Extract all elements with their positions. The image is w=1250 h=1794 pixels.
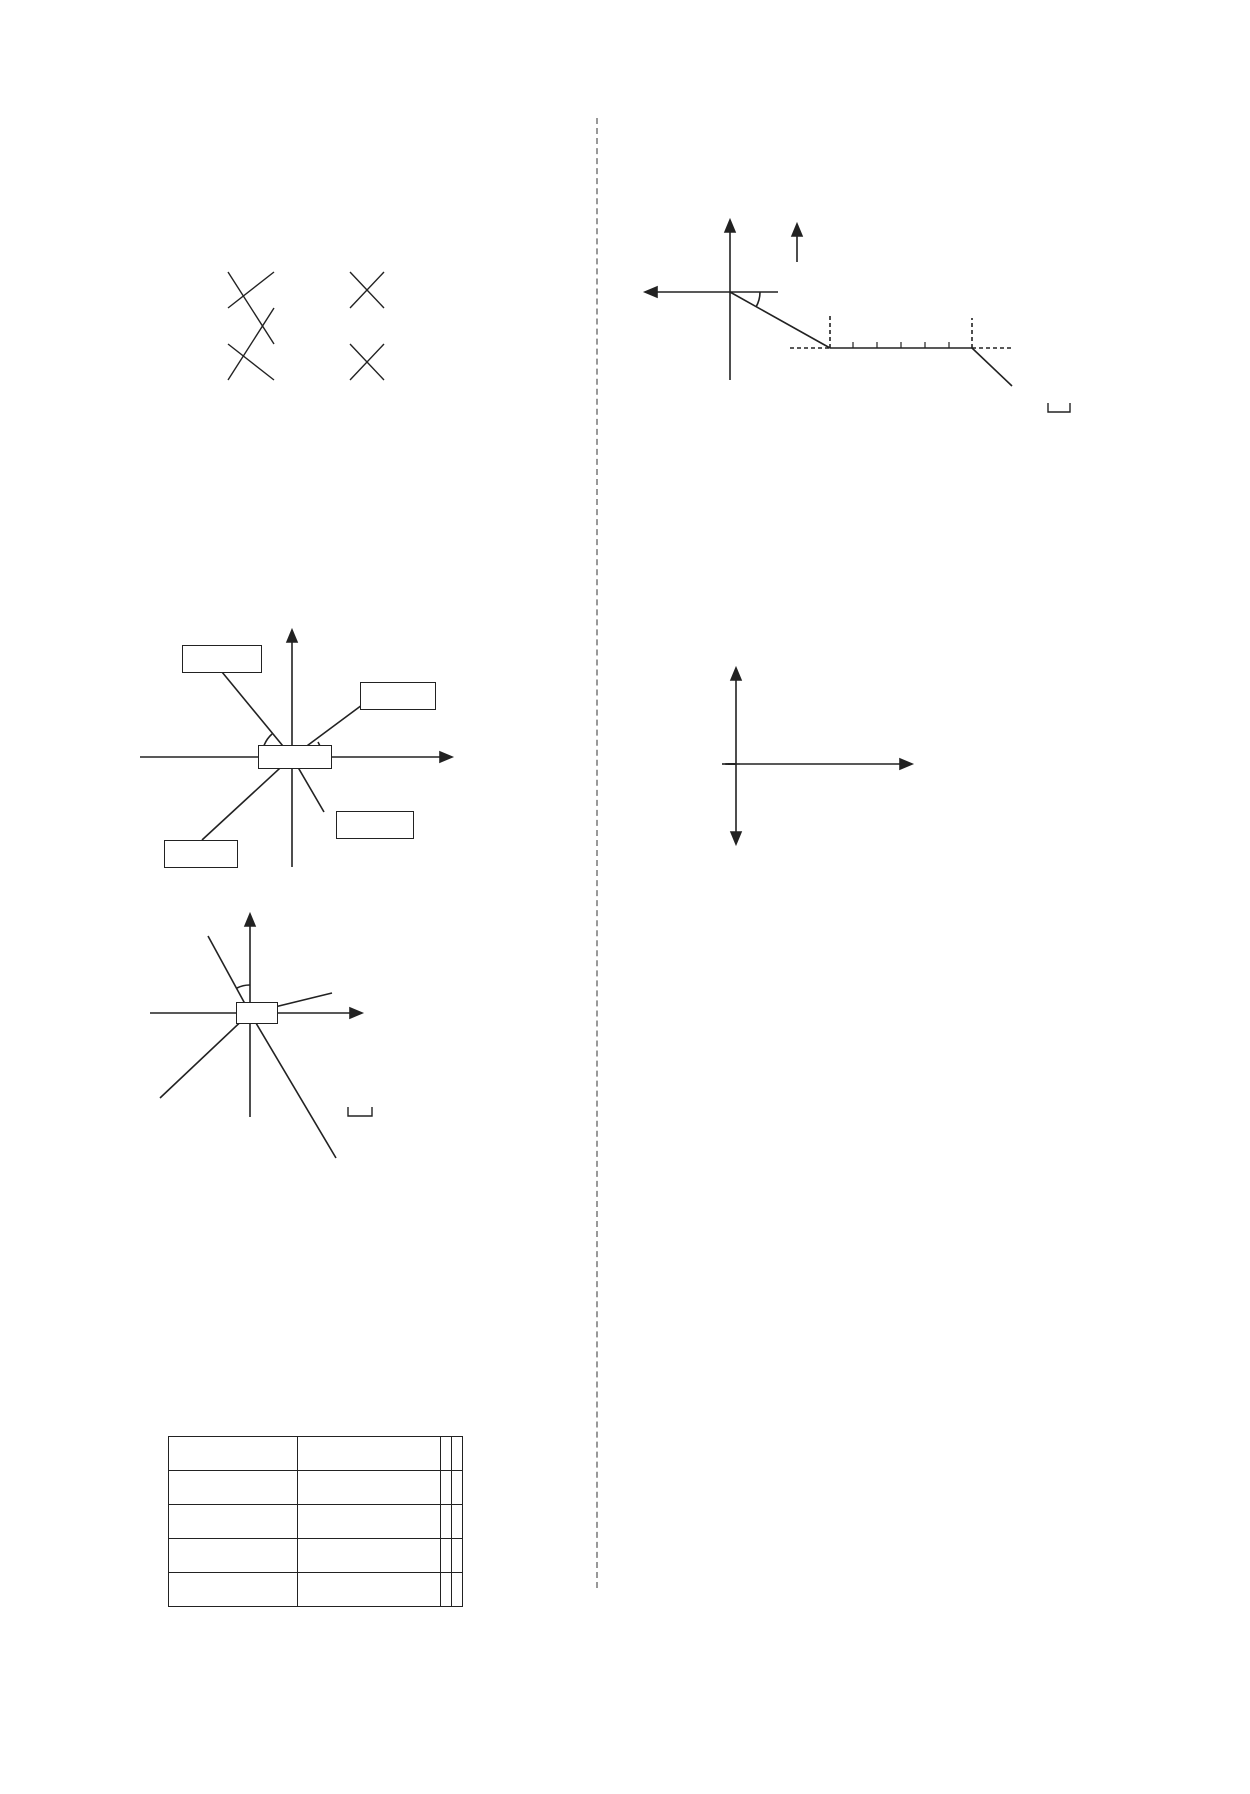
scale-bar xyxy=(346,1106,376,1118)
route-table xyxy=(168,1436,463,1607)
table-cell xyxy=(452,1573,463,1607)
table-cell xyxy=(441,1539,452,1573)
table-header xyxy=(298,1437,441,1471)
table-cell xyxy=(452,1471,463,1505)
table-cell xyxy=(452,1539,463,1573)
table-row xyxy=(169,1505,463,1539)
elephant-box xyxy=(236,1002,278,1024)
table-cell xyxy=(298,1573,441,1607)
table-cell xyxy=(441,1505,452,1539)
table-header xyxy=(452,1437,463,1471)
table-row xyxy=(169,1573,463,1607)
table-cell xyxy=(298,1471,441,1505)
table-header xyxy=(441,1437,452,1471)
table-cell xyxy=(169,1471,298,1505)
table-cell xyxy=(298,1505,441,1539)
table-cell xyxy=(452,1505,463,1539)
table-row xyxy=(169,1471,463,1505)
table-cell xyxy=(441,1573,452,1607)
table-row xyxy=(169,1539,463,1573)
table-header xyxy=(169,1437,298,1471)
table-cell xyxy=(169,1573,298,1607)
table-cell xyxy=(169,1505,298,1539)
table-cell xyxy=(298,1539,441,1573)
table-cell xyxy=(441,1471,452,1505)
table-cell xyxy=(169,1539,298,1573)
